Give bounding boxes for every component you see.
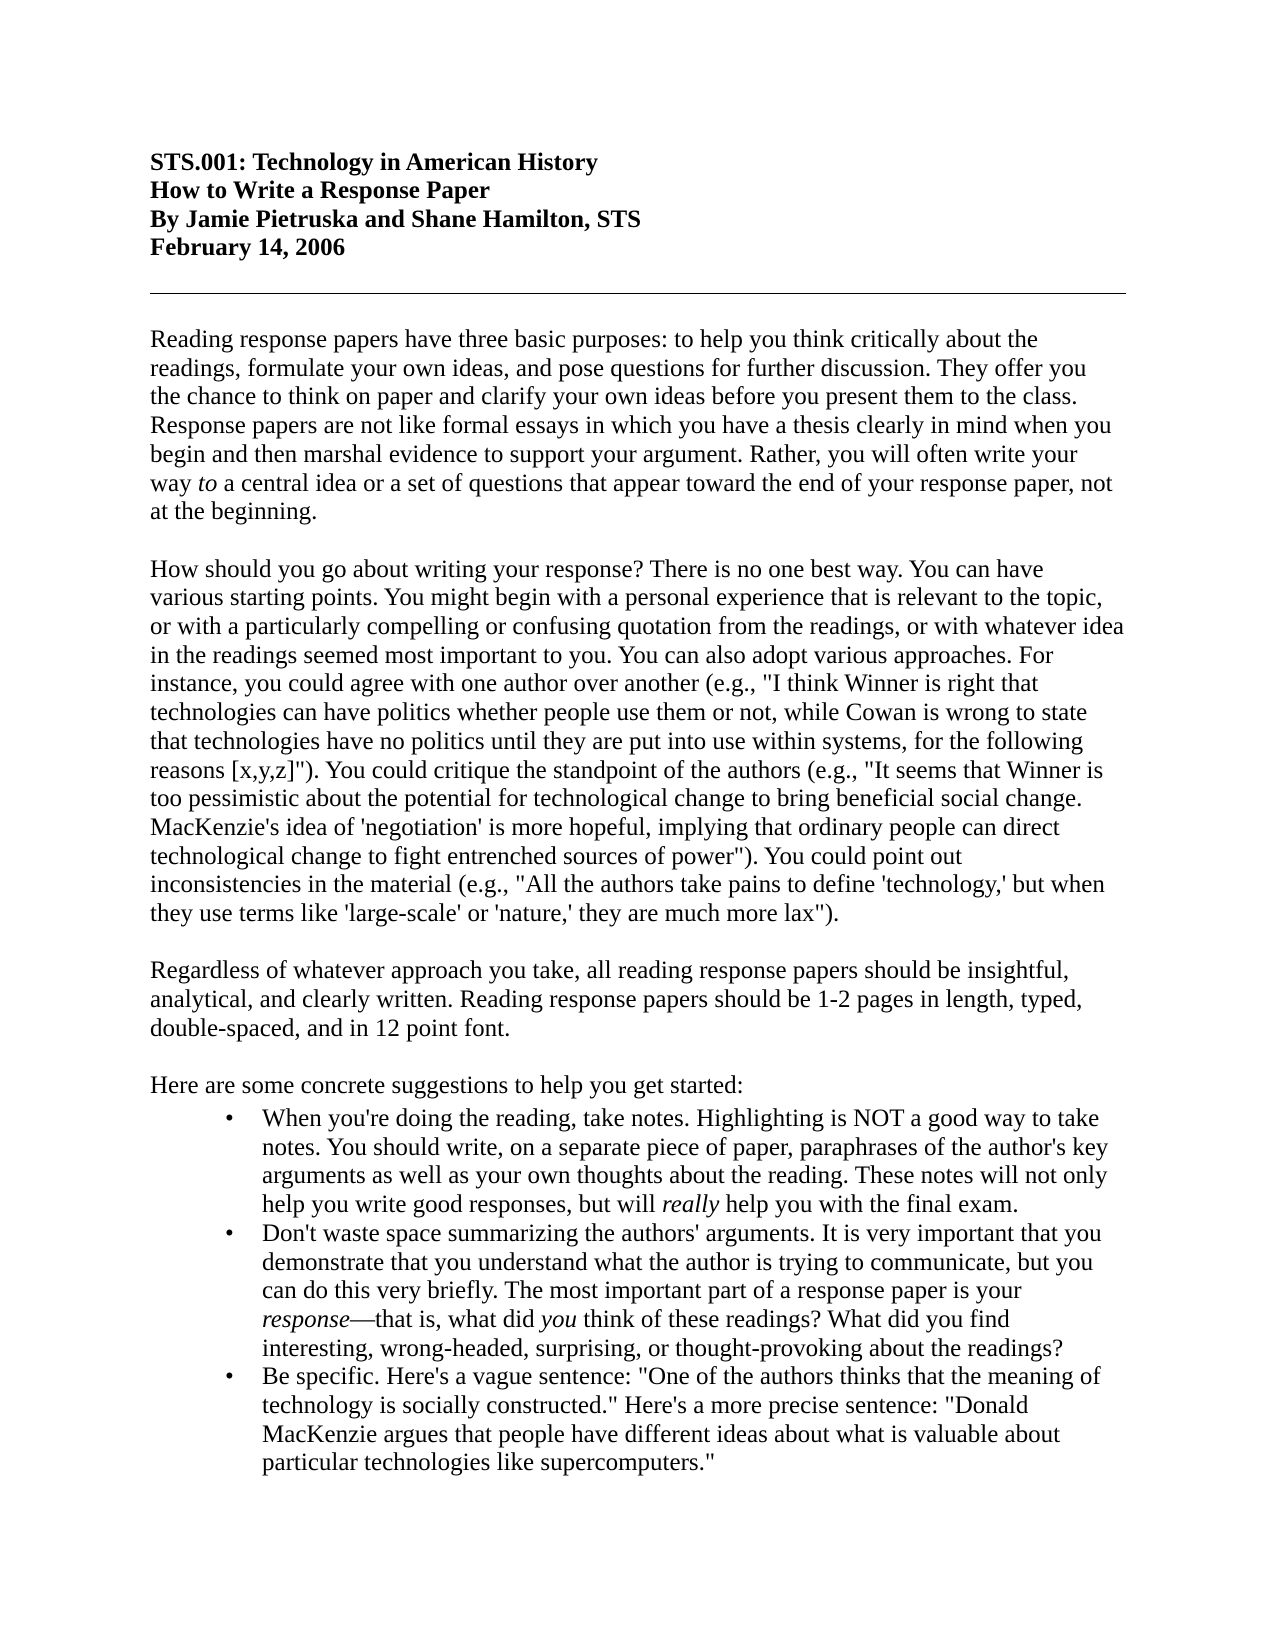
paragraph-gap (150, 929, 1130, 958)
text-line: notes. You should write, on a separate piece of paper, paraphrases of the author's key (262, 1133, 1109, 1161)
text-line: Be specific. Here's a vague sentence: "One of the authors thinks that the meaning of (262, 1363, 1101, 1391)
emphasis-text: you (540, 1305, 578, 1333)
emphasis-text: to (197, 469, 218, 497)
document-header (150, 149, 641, 262)
paragraph-suggestions-intro (150, 1072, 1130, 1101)
text-line: How should you go about writing your response? There is no one best way. You can have (150, 555, 1044, 583)
bullet-icon: • (225, 1363, 234, 1391)
text-run: think of these readings? What did you find (577, 1305, 1010, 1333)
text-line: at the beginning. (150, 498, 318, 526)
text-line: technological change to fight entrenched sources of power"). You could point out (150, 842, 963, 870)
text-line: too pessimistic about the potential for technological change to bring beneficial social change. (150, 785, 1083, 813)
text-line (150, 470, 1130, 499)
text-line: particular technologies like supercomputers." (262, 1449, 716, 1477)
text-line: inconsistencies in the material (e.g., "All the authors take pains to define 'technology,' but when (150, 871, 1105, 899)
text-line (262, 1306, 1130, 1335)
text-run: a central idea or a set of questions that appear toward the end of your response paper, not (217, 469, 1113, 497)
text-line: Response papers are not like formal essays in which you have a thesis clearly in mind when you (150, 412, 1112, 440)
paragraph-purposes (150, 326, 1130, 527)
paragraph-gap (150, 1044, 1130, 1073)
emphasis-text: really (661, 1191, 720, 1219)
bullet-icon: • (225, 1219, 234, 1247)
text-line: that technologies have no politics until they are put into use within systems, for the following (150, 727, 1084, 755)
text-line (262, 1191, 1130, 1220)
text-line: various starting points. You might begin with a personal experience that is relevant to the topic, (150, 584, 1103, 612)
text-line: the chance to think on paper and clarify your own ideas before you present them to the class. (150, 383, 1078, 411)
document-body (150, 326, 1130, 1101)
text-line: readings, formulate your own ideas, and pose questions for further discussion. They offer you (150, 354, 1087, 382)
text-run: help you write good responses, but will (262, 1191, 662, 1219)
document-date: February 14, 2006 (150, 233, 346, 261)
paragraph-requirements (150, 957, 1130, 1043)
text-line: technology is socially constructed." Here's a more precise sentence: "Donald (262, 1392, 1029, 1420)
text-run: —that is, what did (349, 1305, 541, 1333)
text-line: arguments as well as your own thoughts about the reading. These notes will not only (262, 1162, 1108, 1190)
paragraph-approaches (150, 556, 1130, 929)
author-line: By Jamie Pietruska and Shane Hamilton, STS (150, 205, 642, 233)
list-item (150, 1363, 1130, 1478)
text-line: Regardless of whatever approach you take, all reading response papers should be insightful, (150, 957, 1070, 985)
text-line: When you're doing the reading, take notes. Highlighting is NOT a good way to take (262, 1105, 1100, 1132)
text-line: interesting, wrong-headed, surprising, or thought-provoking about the readings? (262, 1334, 1064, 1362)
text-line: can do this very briefly. The most important part of a response paper is your (262, 1277, 1022, 1305)
list-item (150, 1220, 1130, 1364)
text-line: instance, you could agree with one author over another (e.g., "I think Winner is right that (150, 670, 1039, 698)
bullet-icon: • (225, 1105, 234, 1132)
text-line: Here are some concrete suggestions to help you get started: (150, 1072, 744, 1100)
document-title: How to Write a Response Paper (150, 177, 491, 205)
text-line: MacKenzie's idea of 'negotiation' is more hopeful, implying that ordinary people can direct (150, 813, 1060, 841)
paragraph-gap (150, 527, 1130, 556)
text-run: way (150, 469, 198, 497)
emphasis-text: response (262, 1305, 350, 1333)
text-line: demonstrate that you understand what the author is trying to communicate, but you (262, 1248, 1094, 1276)
text-line: double-spaced, and in 12 point font. (150, 1014, 511, 1042)
text-line: they use terms like 'large-scale' or 'nature,' they are much more lax"). (150, 900, 840, 928)
text-line: Don't waste space summarizing the authors' arguments. It is very important that you (262, 1219, 1102, 1247)
text-run: help you with the final exam. (719, 1191, 1019, 1219)
text-line: in the readings seemed most important to you. You can also adopt various approaches. For (150, 641, 1054, 669)
suggestions-list (150, 1105, 1130, 1478)
text-line: technologies can have politics whether people use them or not, while Cowan is wrong to state (150, 699, 1088, 727)
text-line: reasons [x,y,z]"). You could critique the standpoint of the authors (e.g., "It seems that Winner is (150, 756, 1104, 784)
text-line: begin and then marshal evidence to support your argument. Rather, you will often write your (150, 440, 1078, 468)
list-item (150, 1105, 1130, 1220)
text-line: MacKenzie argues that people have different ideas about what is valuable about (262, 1420, 1061, 1448)
course-title: STS.001: Technology in American History (150, 149, 598, 176)
text-line: or with a particularly compelling or confusing quotation from the readings, or with whatever idea (150, 613, 1125, 641)
header-divider (150, 293, 1126, 294)
text-line: Reading response papers have three basic purposes: to help you think critically about the (150, 326, 1038, 353)
text-line: analytical, and clearly written. Reading response papers should be 1-2 pages in length, typed, (150, 986, 1083, 1014)
